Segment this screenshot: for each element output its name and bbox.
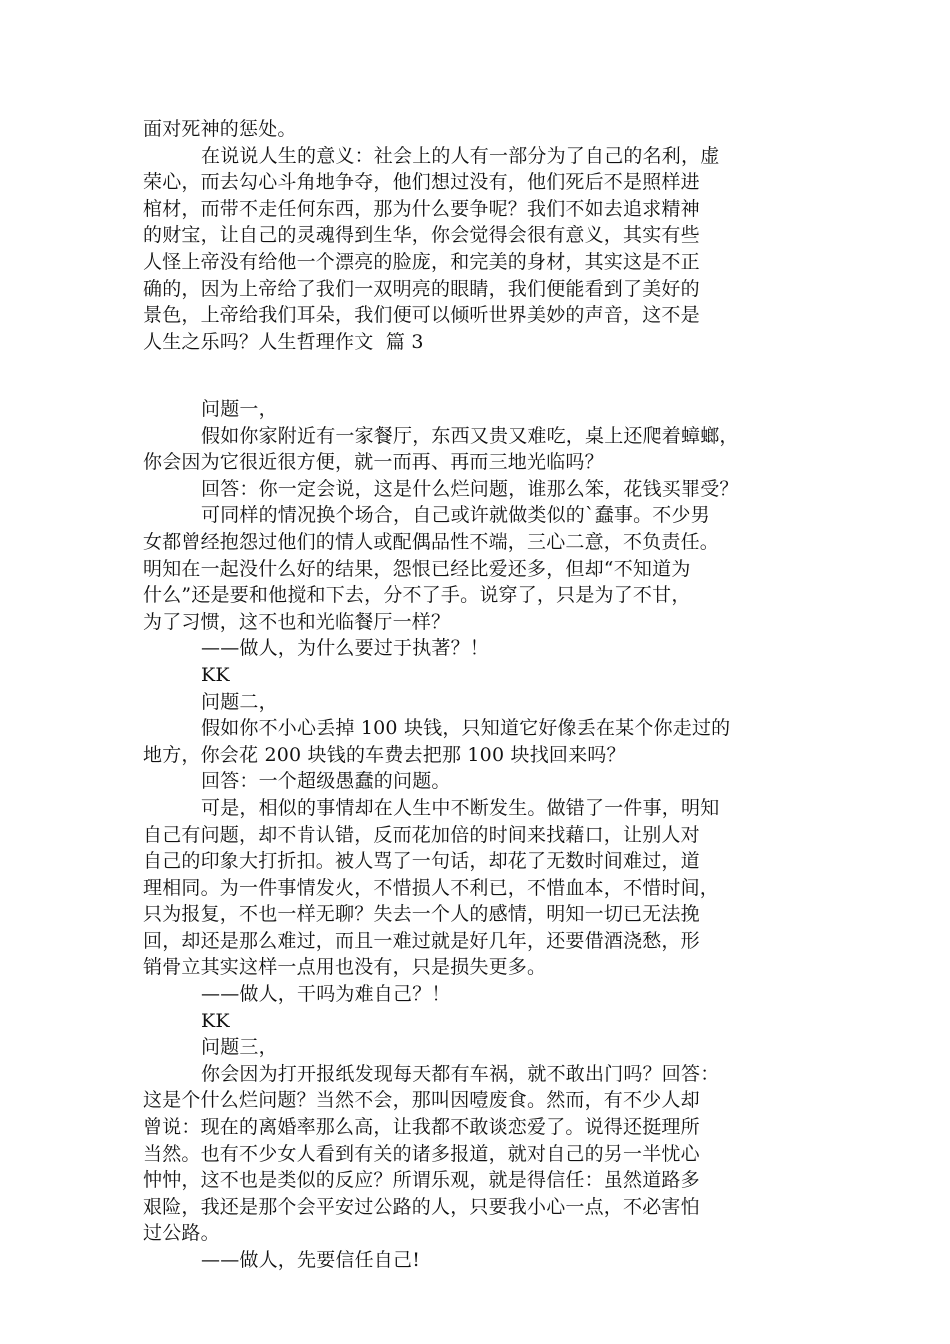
question-heading: 问题一， [201, 398, 278, 420]
text-line: 假如你家附近有一家餐厅，东西又贵又难吃，桌上还爬着蟑螂， [201, 424, 739, 447]
text-line: 艰险，我还是那个会平安过公路的人，只要我小心一点，不必害怕 [143, 1195, 700, 1218]
text-line: 过公路。 [143, 1222, 220, 1245]
moral-line: ——做人，干吗为难自己？！ [201, 983, 451, 1006]
text-line: 为了习惯，这不也和光临餐厅一样？ [143, 610, 451, 633]
text-section-a [143, 116, 808, 355]
text-line: 明知在一起没什么好的结果，怨恨已经比爱还多，但却“不知道为 [143, 557, 691, 580]
text-line: 只为报复，不也一样无聊？失去一个人的感情，明知一切已无法挽 [143, 903, 700, 926]
text-line: 忡忡，这不也是类似的反应？所谓乐观，就是得信任：虽然道路多 [143, 1169, 700, 1192]
question-heading: 问题二， [201, 690, 278, 713]
question-heading: 问题三， [201, 1036, 278, 1059]
text-line: 这是个什么烂问题？当然不会，那叫因噎废食。然而，有不少人却 [143, 1089, 700, 1112]
text-line: 自己有问题，却不肯认错，反而花加倍的时间来找藉口，让别人对 [143, 823, 700, 846]
text-line: 棺材，而带不走任何东西，那为什么要争呢？我们不如去追求精神 [143, 197, 700, 220]
text-line: 人怪上帝没有给他一个漂亮的脸庞，和完美的身材，其实这是不正 [143, 250, 700, 273]
text-line: 理相同。为一件事情发火，不惜损人不利已，不惜血本，不惜时间， [143, 876, 720, 899]
separator-mark: KK [201, 663, 230, 686]
text-line: 人生之乐吗？人生哲理作文 篇 3 [143, 330, 424, 353]
moral-line: ——做人，先要信任自己! [201, 1249, 421, 1271]
text-line: 你会因为它很近很方便，就一而再、再而三地光临吗？ [143, 451, 604, 474]
text-line: 面对死神的惩处。 [143, 118, 297, 140]
text-line: 可是，相似的事情却在人生中不断发生。做错了一件事，明知 [201, 796, 720, 819]
text-line: 景色，上帝给我们耳朵，我们便可以倾听世界美妙的声音，这不是 [143, 304, 700, 327]
text-line: 当然。也有不少女人看到有关的诸多报道，就对自己的另一半忧心 [143, 1142, 700, 1165]
text-section-b [143, 396, 808, 1274]
text-line: 自己的印象大打折扣。被人骂了一句话，却花了无数时间难过，道 [143, 850, 700, 873]
text-line: 在说说人生的意义：社会上的人有一部分为了自己的名利，虚 [201, 144, 720, 167]
text-line: 可同样的情况换个场合，自己或许就做类似的`蠢事。不少男 [201, 504, 710, 527]
text-line: 确的，因为上帝给了我们一双明亮的眼睛，我们便能看到了美好的 [143, 277, 700, 300]
moral-line: ——做人，为什么要过于执著？！ [201, 637, 490, 660]
text-line: 曾说：现在的离婚率那么高，让我都不敢谈恋爱了。说得还挺理所 [143, 1116, 700, 1139]
text-line: 假如你不小心丢掉 100 块钱，只知道它好像丢在某个你走过的 [201, 717, 731, 740]
text-line: 销骨立其实这样一点用也没有，只是损失更多。 [143, 956, 547, 979]
text-line: 荣心，而去勾心斗角地争夺，他们想过没有，他们死后不是照样进 [143, 171, 700, 194]
text-line: 回，却还是那么难过，而且一难过就是好几年，还要借酒浇愁，形 [143, 929, 700, 952]
answer-line: 回答：你一定会说，这是什么烂问题，谁那么笨，花钱买罪受？ [201, 477, 739, 500]
separator-mark: KK [201, 1009, 230, 1032]
text-line: 的财宝，让自己的灵魂得到生华，你会觉得会很有意义，其实有些 [143, 224, 700, 247]
answer-line: 回答：一个超级愚蠢的问题。 [201, 770, 451, 793]
text-line: 什么”还是要和他搅和下去，分不了手。说穿了，只是为了不甘， [143, 584, 691, 607]
text-line: 你会因为打开报纸发现每天都有车祸，就不敢出门吗？回答： [201, 1062, 720, 1085]
text-line: 女都曾经抱怨过他们的情人或配偶品性不端，三心二意，不负责任。 [143, 530, 720, 553]
text-line: 地方，你会花 200 块钱的车费去把那 100 块找回来吗？ [143, 743, 626, 766]
